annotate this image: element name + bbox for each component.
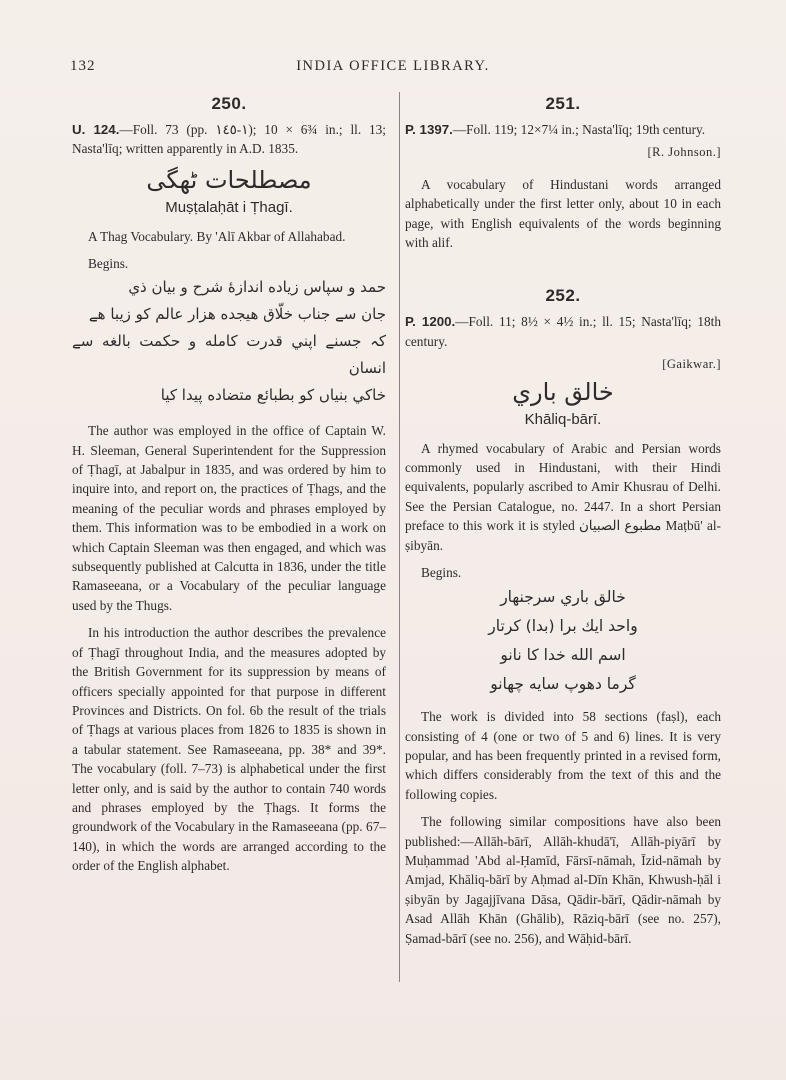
entry-252-arabic-title: خالق باري: [512, 377, 614, 406]
entry-252-begins-line: خالق باري سرجنهار: [500, 588, 626, 607]
entry-number-250: 250.: [211, 94, 247, 113]
entry-252-begins-line: گرما دهوپ سایه چهانو: [490, 675, 636, 694]
entry-252-title: Khāliq-bārī.: [524, 410, 602, 428]
entry-250-begins-line: کہ جسنے اپني قدرت کامله و حکمت بالغه سے انسان: [72, 332, 386, 378]
entry-250-title: Muṣṭalaḥāt i Ṭhagī.: [165, 198, 293, 216]
entry-252-donor: [Gaikwar.]: [662, 357, 721, 372]
running-header: [0, 58, 786, 82]
entry-251-meta-text: —Foll. 119; 12×7¼ in.; Nasta'līq; 19th century.: [452, 122, 706, 137]
entry-250-description: A Thag Vocabulary. By 'Alī Akbar of Allahabad.: [88, 228, 346, 244]
entry-250-meta-text: —Foll. 73 (pp. ١-١٤٥); 10 × 6¾ in.; ll. 13; Nasta'līq; written apparently in A.D. 1835.: [72, 122, 386, 157]
entry-252-meta: [405, 312, 721, 351]
entry-250-signature: U. 124.: [72, 122, 120, 137]
entry-252-meta-text: —Foll. 11; 8½ × 4½ in.; ll. 15; Nasta'līq; 18th century.: [405, 314, 721, 349]
entry-number-252: 252.: [545, 286, 581, 306]
entry-250-begins-label: Begins.: [88, 256, 129, 272]
entry-250-paragraph-2: In his introduction the author describes the prevalence of Ṭhagī throughout India, and the measures adopted by the British Government for its suppression by means of officers specially appointed for that purpose in different Provinces and Districts. On fol. 6b the result of the trials of Ṭhags at various places from 1826 to 1835 is shown in a tabular statement. See Ramaseeana, pp. 38* and 39*. The vocabulary (foll. 7–73) is alphabetical under the first letter only, and is said by the author to contain 740 words and phrases employed by the Ṭhags. It forms the groundwork of the Vocabulary in the Ramaseeana (pp. 67–140), in which the words are arranged according to the order of the English alphabet.: [72, 625, 386, 874]
entry-252-signature: P. 1200.: [405, 314, 456, 330]
left-column: [72, 94, 386, 876]
entry-250-begins-line: خاکي بنیاں کو بطبائع متضاده پیدا کیا: [160, 386, 386, 405]
entry-250-paragraph-1: The author was employed in the office of Captain W. H. Sleeman, General Superintendent for the Suppression of Ṭhagī, at Jabalpur in 1835, and was ordered by him to inquire into, and report on, the practices of Ṭhags, and the meaning of the peculiar words and phrases employed by them. This information was to be embodied in a work on which Captain Sleeman was then engaged, and which was subsequently published at Calcutta in 1836, under the title Ramaseeana, or a Vocabulary of the peculiar language used by the Thugs.: [72, 423, 386, 613]
entry-250-begins-line: حمد و سپاس زیاده اندازهٔ شرح و بیان ذي: [128, 278, 386, 297]
entry-252-begins-label: Begins.: [421, 565, 462, 581]
entry-252-paragraph-3: The following similar compositions have also been published:—Allāh-bārī, Allāh-khudā'ī, Allāh-piyārī by Muḥammad 'Abd al-Ḥamīd, Fārsī-nāmah, Īzid-nāmah by Amjad, Khāliq-bārī by Aḥmad al-Dīn Khān, Khwush-ḥāl i ṣibyān by Jagajjīvana Dāsa, Qādir-bārī, Qādir-nāmah by Asad Allāh Khān (Ghālib), Rāziq-bārī (see no. 257), Ṣamad-bārī (see no. 256), and Wāḥid-bārī.: [405, 814, 721, 946]
entry-250-meta: [72, 120, 386, 159]
entry-251-signature: P. 1397.: [405, 122, 453, 137]
entry-250-begins-line: جان سے جناب خلّاق هیجده هزار عالم کو زیبا هے: [88, 305, 386, 324]
entry-251-description: A vocabulary of Hindustani words arranged alphabetically under the first letter only, about 10 in each page, with English equivalents of the words beginning with alif.: [405, 176, 721, 251]
running-title: INDIA OFFICE LIBRARY.: [296, 58, 490, 74]
entry-251-donor: [R. Johnson.]: [647, 145, 721, 160]
entry-252-paragraph-1: A rhymed vocabulary of Arabic and Persian words commonly used in Hindustani, with their Hindi equivalents, popularly ascribed to Amir Khusrau of Delhi. See the Persian Catalogue, no. 2447. In a short Persian preface to this work it is styled مطبوع الصبيان Maṭbū' al-ṣibyān.: [405, 440, 721, 553]
page-number: 132: [70, 58, 96, 74]
column-divider: [399, 92, 400, 982]
entry-252-begins-line: واحد ایك برا (بدا) کرتار: [488, 617, 638, 636]
entry-252-begins-line: اسم الله خدا کا نانو: [500, 646, 626, 665]
entry-251-meta: [405, 120, 721, 139]
entry-number-251: 251.: [545, 94, 581, 113]
right-column: [405, 94, 721, 948]
entry-250-arabic-title: مصطلحات ٹھگی: [146, 165, 312, 194]
entry-252-paragraph-2: The work is divided into 58 sections (faṣl), each consisting of 4 (one or two of 5 and 6) lines. It is very popular, and has been frequently printed in a revised form, which differs considerably from the text of this and the following copies.: [405, 709, 721, 802]
